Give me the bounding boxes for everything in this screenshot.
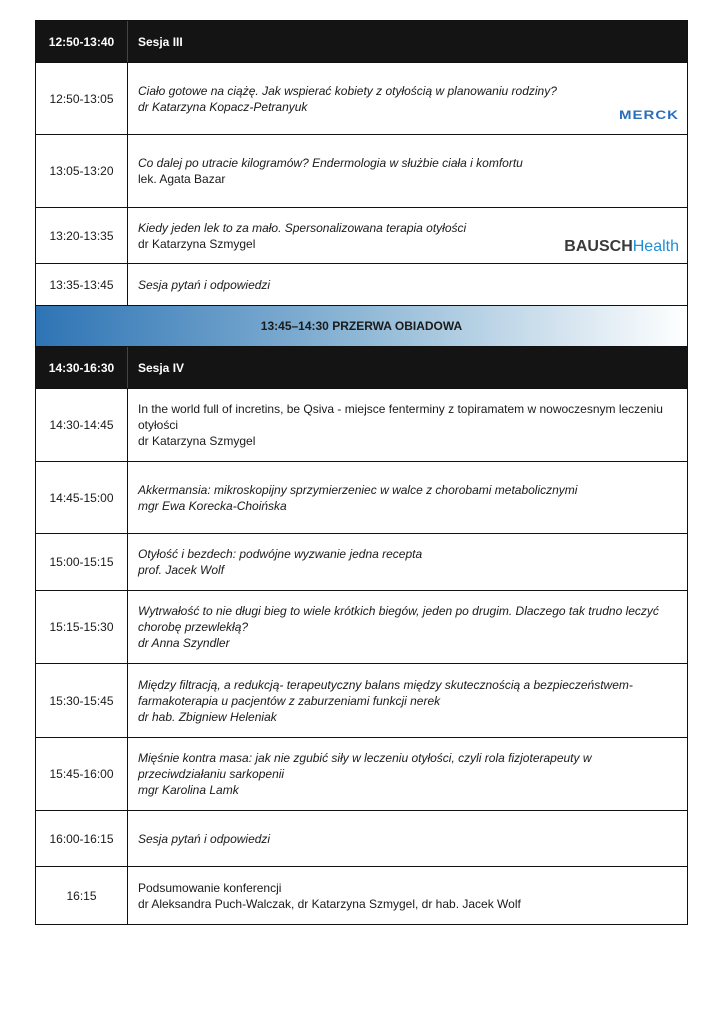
table-row bbox=[36, 264, 687, 306]
table-row bbox=[36, 135, 687, 208]
lunch-break-banner: 13:45–14:30 PRZERWA OBIADOWA bbox=[36, 306, 687, 347]
speaker: dr hab. Zbigniew Heleniak bbox=[138, 709, 277, 724]
speaker: dr Katarzyna Szmygel bbox=[138, 236, 256, 251]
talk-title: In the world full of incretins, be Qsiva - miejsce fenterminy z topiramatem w nowoczesnym leczeniu otyłości bbox=[138, 402, 663, 432]
talk-title: Wytrwałość to nie długi bieg to wiele krótkich biegów, jeden po drugim. Dlaczego tak trudno leczyć chorobę przewlekłą? bbox=[138, 604, 659, 634]
speaker: mgr Karolina Lamk bbox=[138, 783, 239, 797]
talk-title: Ciało gotowe na ciążę. Jak wspierać kobiety z otyłością w planowaniu rodziny? bbox=[138, 83, 557, 98]
talk-title: Akkermansia: mikroskopijny sprzymierzeniec w walce z chorobami metabolicznymi bbox=[138, 482, 578, 497]
table-row bbox=[36, 738, 687, 811]
talk-title: Między filtracją, a redukcją- terapeutyczny balans między skutecznością a bezpieczeństwem- farmakoterapia u pacjentów z zaburzeniami funkcji nerek bbox=[138, 677, 633, 708]
row-time: 13:35-13:45 bbox=[36, 264, 128, 305]
speaker: mgr Ewa Korecka-Choińska bbox=[138, 498, 287, 513]
row-time: 13:05-13:20 bbox=[36, 135, 128, 207]
row-time: 16:00-16:15 bbox=[36, 811, 128, 866]
session-title: Sesja IV bbox=[138, 360, 185, 375]
table-row bbox=[36, 664, 687, 738]
speaker: lek. Agata Bazar bbox=[138, 172, 226, 186]
row-time: 15:45-16:00 bbox=[36, 738, 128, 810]
row-time: 13:20-13:35 bbox=[36, 208, 128, 263]
table-row bbox=[36, 208, 687, 264]
session-header bbox=[36, 21, 687, 63]
talk-title: Sesja pytań i odpowiedzi bbox=[138, 831, 271, 846]
table-row bbox=[36, 867, 687, 925]
row-time: 15:00-15:15 bbox=[36, 534, 128, 590]
table-row bbox=[36, 811, 687, 867]
table-row bbox=[36, 462, 687, 534]
session-header bbox=[36, 347, 687, 389]
talk-title: Otyłość i bezdech: podwójne wyzwanie jedna recepta bbox=[138, 547, 423, 561]
row-time: 14:45-15:00 bbox=[36, 462, 128, 533]
table-row bbox=[36, 389, 687, 462]
talk-title: Co dalej po utracie kilogramów? Endermologia w służbie ciała i komfortu bbox=[138, 156, 523, 170]
session-time: 12:50-13:40 bbox=[36, 21, 128, 62]
row-time: 12:50-13:05 bbox=[36, 63, 128, 134]
row-time: 16:15 bbox=[36, 867, 128, 924]
talk-title: Podsumowanie konferencji bbox=[138, 880, 282, 895]
speaker: dr Aleksandra Puch-Walczak, dr Katarzyna Szmygel, dr hab. Jacek Wolf bbox=[138, 896, 521, 911]
row-time: 14:30-14:45 bbox=[36, 389, 128, 461]
bausch-health-logo: BAUSCHHealth bbox=[564, 238, 679, 255]
talk-title: Sesja pytań i odpowiedzi bbox=[138, 277, 271, 292]
agenda-table bbox=[35, 20, 688, 925]
session-title: Sesja III bbox=[138, 34, 183, 49]
merck-logo: MERCK bbox=[619, 108, 679, 123]
session-time: 14:30-16:30 bbox=[36, 347, 128, 388]
row-time: 15:15-15:30 bbox=[36, 591, 128, 663]
table-row bbox=[36, 591, 687, 664]
speaker: dr Anna Szyndler bbox=[138, 636, 230, 650]
speaker: dr Katarzyna Kopacz-Petranyuk bbox=[138, 99, 308, 114]
table-row bbox=[36, 63, 687, 135]
talk-title: Mięśnie kontra masa: jak nie zgubić siły w leczeniu otyłości, czyli rola fizjoterapeuty w przeciwdziałaniu sarkopenii bbox=[138, 751, 592, 781]
table-row bbox=[36, 534, 687, 591]
talk-title: Kiedy jeden lek to za mało. Spersonalizowana terapia otyłości bbox=[138, 220, 467, 235]
row-time: 15:30-15:45 bbox=[36, 664, 128, 737]
speaker: prof. Jacek Wolf bbox=[138, 563, 225, 577]
speaker: dr Katarzyna Szmygel bbox=[138, 434, 256, 448]
